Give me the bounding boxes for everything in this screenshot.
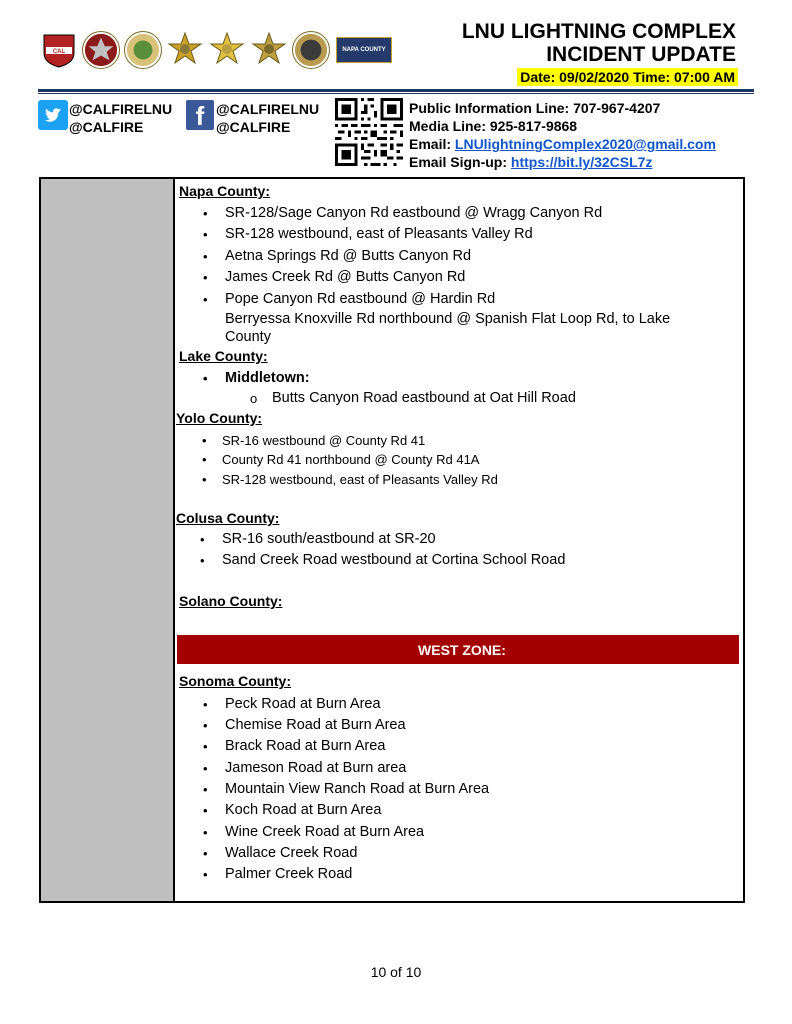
list-item: o Butts Canyon Road eastbound at Oat Hill Road [250,390,576,406]
fire-dept-logo [82,31,120,69]
list-item: • James Creek Rd @ Butts Canyon Rd [203,269,466,285]
media-line: Media Line: 925-817-9868 [409,118,578,134]
list-item: • SR-16 south/eastbound at SR-20 [200,531,436,547]
west-zone-banner: WEST ZONE: [177,635,739,664]
list-item-continued: Berryessa Knoxville Rd northbound @ Spanish Flat Loop Rd, to Lake [225,311,671,327]
twitter-handle-calfire[interactable]: @CALFIRE [69,119,144,135]
county-seal-1 [124,31,162,69]
sheriff-star-2 [208,31,246,69]
list-item: • SR-128/Sage Canyon Rd eastbound @ Wragg Canyon Rd [203,205,603,221]
agency-logos [40,28,392,72]
label-column [41,179,175,901]
list-item: • Sand Creek Road westbound at Cortina School Road [200,552,566,568]
twitter-icon[interactable] [38,100,68,130]
list-item: • County Rd 41 northbound @ County Rd 41A [202,452,480,467]
twitter-handle-lnu[interactable]: @CALFIRELNU [69,101,173,117]
content-cell [175,179,743,901]
county-seal-2 [292,31,330,69]
list-item: • Koch Road at Burn Area [203,802,382,818]
list-item: • Palmer Creek Road [203,866,353,882]
calfire-logo [40,31,78,69]
public-info-line: Public Information Line: 707-967-4207 [409,100,661,116]
list-item: • Chemise Road at Burn Area [203,717,406,733]
lake-heading: Lake County: [179,348,268,364]
sheriff-star-3 [250,31,288,69]
facebook-handles [216,100,319,136]
header-divider [38,89,754,92]
contact-info [409,99,716,171]
napa-heading: Napa County: [179,183,270,199]
colusa-heading: Colusa County: [176,510,280,526]
sheriff-star-1 [166,31,204,69]
sonoma-heading: Sonoma County: [179,673,291,689]
list-item: • SR-128 westbound, east of Pleasants Valley Rd [202,472,498,487]
email-row: Email: LNUlightningComplex2020@gmail.com [409,136,716,152]
list-item: • Mountain View Ranch Road at Burn Area [203,781,490,797]
svg-text:CAL: CAL [52,49,66,55]
facebook-handle-calfire[interactable]: @CALFIRE [216,119,291,135]
list-item: • Aetna Springs Rd @ Butts Canyon Rd [203,248,472,264]
list-item: • Peck Road at Burn Area [203,696,381,712]
list-item: • SR-128 westbound, east of Pleasants Valley Rd [203,226,533,242]
list-item: • Brack Road at Burn Area [203,738,386,754]
list-item-continued: County [225,329,271,345]
napa-county-logo: NAPA COUNTY [336,37,392,63]
document-title: LNU LIGHTNING COMPLEX INCIDENT UPDATE [461,20,736,66]
qr-code [335,98,403,166]
list-item: • SR-16 westbound @ County Rd 41 [202,433,426,448]
list-item: • Jameson Road at Burn area [203,760,407,776]
signup-link[interactable]: https://bit.ly/32CSL7z [510,154,653,170]
yolo-heading: Yolo County: [176,410,263,426]
list-item: • Wallace Creek Road [203,845,358,861]
evacuation-table [39,177,745,903]
page-number: 10 of 10 [370,964,422,980]
solano-heading: Solano County: [179,593,283,609]
header-divider-thin [38,93,754,94]
signup-row: Email Sign-up: https://bit.ly/32CSL7z [409,154,653,170]
twitter-handles [69,100,172,136]
list-item: • Wine Creek Road at Burn Area [203,824,425,840]
facebook-handle-lnu[interactable]: @CALFIRELNU [216,101,320,117]
list-item: • Pope Canyon Rd eastbound @ Hardin Rd [203,291,496,307]
date-time: Date: 09/02/2020 Time: 07:00 AM [517,68,738,86]
list-item: • Middletown: [203,370,310,386]
facebook-icon[interactable]: f [186,100,214,130]
email-link[interactable]: LNUlightningComplex2020@gmail.com [454,136,716,152]
